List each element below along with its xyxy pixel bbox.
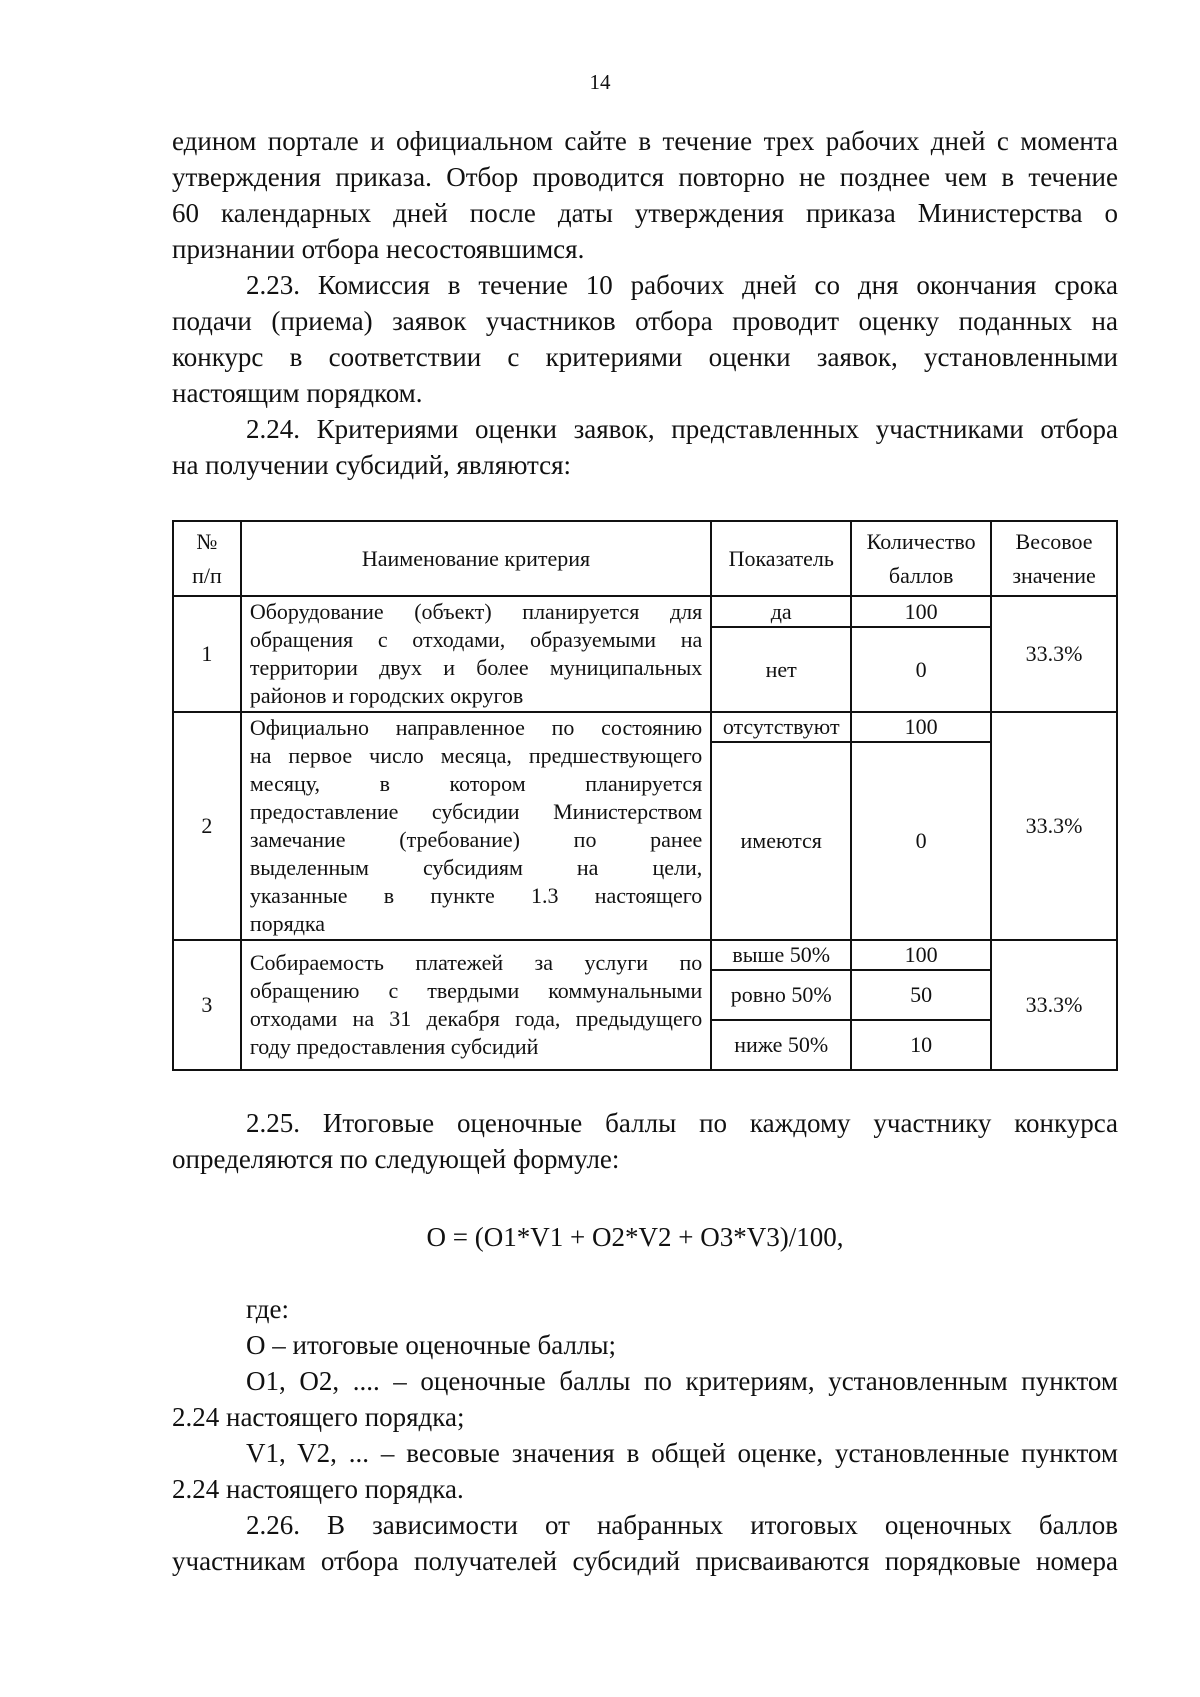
- row-number: 2: [173, 712, 241, 940]
- text-line: определяются по следующей формуле:: [172, 1144, 620, 1174]
- criterion-line: указанные в пункте 1.3 настоящего: [249, 883, 703, 908]
- criterion-line: порядка: [249, 911, 326, 936]
- indicator-value: ровно 50%: [711, 970, 851, 1020]
- header-weight-line2: значение: [1012, 562, 1096, 588]
- criterion-line: на первое число месяца, предшествующего: [249, 743, 703, 768]
- definition-o: О – итоговые оценочные баллы;: [246, 1330, 617, 1360]
- row-number: 3: [173, 940, 241, 1070]
- text-line: 60 календарных дней после даты утверждения приказа Министерства о: [172, 198, 1118, 228]
- criterion-line: замечание (требование) по ранее: [249, 827, 703, 852]
- text-line: V1, V2, ... – весовые значения в общей оценке, установленные пунктом: [246, 1438, 1118, 1468]
- row-number: 1: [173, 596, 241, 712]
- criterion-line: отходами на 31 декабря года, предыдущего: [249, 1006, 703, 1031]
- header-weight: [991, 521, 1117, 596]
- page-number: 14: [589, 70, 611, 94]
- points-value: 50: [851, 970, 991, 1020]
- indicator-value: выше 50%: [711, 940, 851, 970]
- text-line: признании отбора несостоявшимся.: [172, 234, 585, 264]
- criterion-line: году предоставления субсидий: [249, 1034, 539, 1059]
- criterion-line: предоставление субсидии Министерством: [249, 799, 703, 824]
- criterion-line: обращению с твердыми коммунальными: [249, 978, 703, 1003]
- text-block-top: [172, 123, 1118, 483]
- header-number-line2: п/п: [192, 562, 222, 588]
- points-value: 0: [851, 742, 991, 940]
- text-line: 2.23. Комиссия в течение 10 рабочих дней со дня окончания срока: [246, 270, 1118, 300]
- definition-v1-v2: [172, 1435, 1118, 1507]
- points-value: 100: [851, 940, 991, 970]
- where-label: где:: [246, 1294, 289, 1324]
- points-value: 100: [851, 712, 991, 742]
- weight-value: 33.3%: [991, 940, 1117, 1070]
- text-line: настоящим порядком.: [172, 378, 423, 408]
- criterion-line: выделенным субсидиям на цели,: [249, 855, 703, 880]
- table-row: [173, 596, 1117, 627]
- text-line: 2.25. Итоговые оценочные баллы по каждому участнику конкурса: [246, 1108, 1118, 1138]
- text-block-middle: [172, 1105, 1118, 1177]
- header-number-line1: №: [196, 528, 218, 554]
- points-value: 0: [851, 627, 991, 712]
- text-line: конкурс в соответствии с критериями оценки заявок, установленными: [172, 342, 1118, 372]
- text-line: 2.26. В зависимости от набранных итоговых оценочных баллов: [246, 1510, 1118, 1540]
- header-weight-line1: Весовое: [1015, 528, 1093, 554]
- paragraph-continuation: [172, 123, 1118, 267]
- text-line: на получении субсидий, являются:: [172, 450, 572, 480]
- indicator-value: да: [711, 596, 851, 627]
- paragraph-2-26: [172, 1507, 1118, 1579]
- criterion-line: районов и городских округов: [249, 683, 524, 708]
- text-line: 2.24 настоящего порядка;: [172, 1402, 465, 1432]
- formula: О = (О1*V1 + О2*V2 + О3*V3)/100,: [426, 1222, 844, 1252]
- text-line: участникам отбора получателей субсидий присваиваются порядковые номера: [172, 1546, 1118, 1576]
- header-indicator: Показатель: [711, 521, 851, 596]
- table-row: [173, 712, 1117, 742]
- table-row: [173, 940, 1117, 970]
- header-points-line1: Количество: [866, 528, 976, 554]
- header-points: [851, 521, 991, 596]
- paragraph-2-25: [172, 1105, 1118, 1177]
- indicator-value: ниже 50%: [711, 1020, 851, 1070]
- criterion-line: территории двух и более муниципальных: [249, 655, 703, 680]
- header-criterion-name: Наименование критерия: [241, 521, 711, 596]
- criterion-line: месяцу, в котором планируется: [249, 771, 703, 796]
- criterion-line: Оборудование (объект) планируется для: [249, 599, 703, 624]
- weight-value: 33.3%: [991, 596, 1117, 712]
- criterion-line: Официально направленное по состоянию: [249, 715, 703, 740]
- criterion-name: [241, 940, 711, 1070]
- text-line: утверждения приказа. Отбор проводится повторно не позднее чем в течение: [172, 162, 1118, 192]
- criteria-table: [172, 520, 1118, 1071]
- text-line: О1, О2, .... – оценочные баллы по критериям, установленным пунктом: [246, 1366, 1118, 1396]
- paragraph-2-24: [172, 411, 1118, 483]
- indicator-value: нет: [711, 627, 851, 712]
- criterion-name: [241, 712, 711, 940]
- header-points-line2: баллов: [888, 562, 954, 588]
- criterion-line: Собираемость платежей за услуги по: [249, 950, 703, 975]
- text-line: 2.24 настоящего порядка.: [172, 1474, 464, 1504]
- text-line: подачи (приема) заявок участников отбора проводит оценку поданных на: [172, 306, 1118, 336]
- definition-o1-o2: [172, 1363, 1118, 1435]
- text-line: 2.24. Критериями оценки заявок, представленных участниками отбора: [246, 414, 1118, 444]
- table-header-row: [173, 521, 1117, 596]
- text-line: едином портале и официальном сайте в течение трех рабочих дней с момента: [172, 126, 1118, 156]
- criterion-line: обращения с отходами, образуемыми на: [249, 627, 703, 652]
- header-number: [173, 521, 241, 596]
- points-value: 10: [851, 1020, 991, 1070]
- indicator-value: отсутствуют: [711, 712, 851, 742]
- paragraph-2-23: [172, 267, 1118, 411]
- points-value: 100: [851, 596, 991, 627]
- criterion-name: [241, 596, 711, 712]
- text-block-bottom: [172, 1291, 1118, 1579]
- indicator-value: имеются: [711, 742, 851, 940]
- weight-value: 33.3%: [991, 712, 1117, 940]
